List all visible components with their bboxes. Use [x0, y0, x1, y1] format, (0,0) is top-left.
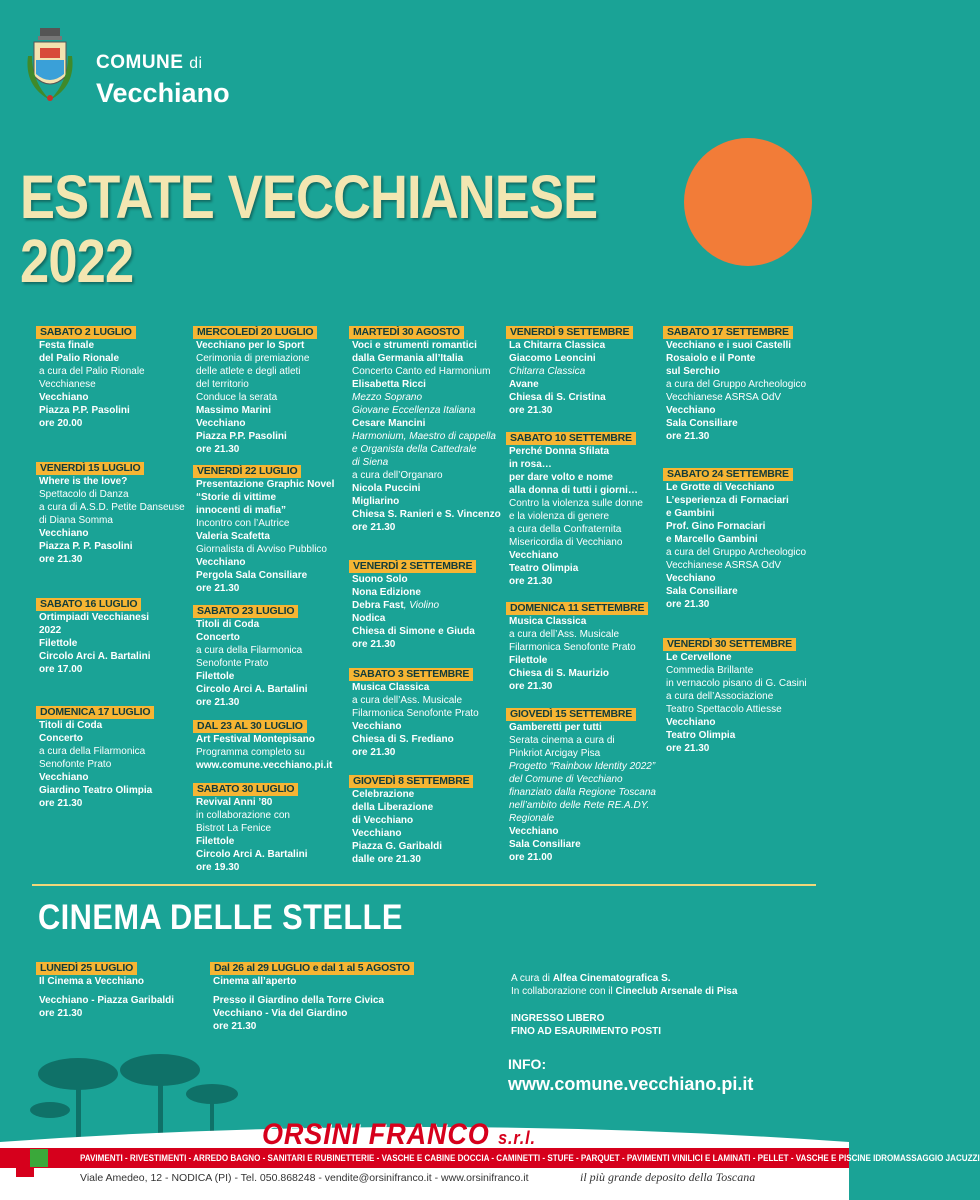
event-line: Piazza G. Garibaldi [352, 841, 443, 852]
event-date: SABATO 30 LUGLIO [193, 783, 298, 796]
event-line: Filettole [509, 655, 548, 666]
divider [32, 884, 816, 886]
event-line: “Storie di vittime [196, 492, 277, 503]
event-line: Filarmonica Senofonte Prato [509, 642, 636, 653]
event-line: ore 17.00 [39, 664, 83, 675]
event-line: ore 21.30 [196, 583, 240, 594]
event-line: a cura del Palio Rionale [39, 366, 145, 377]
event-line: Vecchiano [352, 828, 402, 839]
cinema-title: CINEMA DELLE STELLE [38, 898, 403, 937]
event-line: Concerto Canto ed Harmonium [352, 366, 491, 377]
event-line: ore 21.30 [352, 522, 396, 533]
event-date: SABATO 10 SETTEMBRE [506, 432, 636, 445]
event-item [36, 326, 186, 430]
event-line: Harmonium, Maestro di cappella [352, 431, 496, 442]
event-line: Il Cinema a Vecchiano [39, 976, 145, 987]
title-line-1: ESTATE VECCHIANESE [20, 163, 598, 231]
event-line: ore 19.30 [196, 862, 240, 873]
event-item [349, 668, 499, 759]
event-line: ore 21.30 [39, 1008, 83, 1019]
event-line: Sala Consiliare [666, 586, 738, 597]
event-line: Cerimonia di premiazione [196, 353, 310, 364]
event-date: VENERDÌ 2 SETTEMBRE [349, 560, 476, 573]
entry-line-2: FINO AD ESAURIMENTO POSTI [511, 1026, 662, 1037]
event-line: Avane [509, 379, 539, 390]
event-line: Titoli di Coda [39, 720, 103, 731]
event-line: a cura dell’Ass. Musicale [352, 695, 463, 706]
event-line: Incontro con l’Autrice [196, 518, 290, 529]
event-line: Piazza P. P. Pasolini [39, 541, 133, 552]
event-line: Nodica [352, 613, 386, 624]
event-line: Senofonte Prato [196, 658, 269, 669]
event-line: Giacomo Leoncini [509, 353, 596, 364]
event-line: ore 21.30 [39, 554, 83, 565]
event-date: GIOVEDÌ 8 SETTEMBRE [349, 775, 473, 788]
event-line: in collaborazione con [196, 810, 290, 821]
sponsor-slogan: il più grande deposito della Toscana [580, 1170, 756, 1184]
event-item [506, 708, 656, 864]
event-line: Filettole [196, 836, 235, 847]
event-line: delle atlete e degli atleti [196, 366, 301, 377]
event-line: Sala Consiliare [509, 839, 581, 850]
event-line: a cura della Confraternita [509, 524, 622, 535]
event-item [663, 468, 813, 611]
event-line: Programma completo su [196, 747, 305, 758]
event-line: ore 21.30 [196, 697, 240, 708]
event-line: Chiesa di S. Cristina [509, 392, 606, 403]
event-line: Teatro Olimpia [509, 563, 579, 574]
sponsor-address: Viale Amedeo, 12 - NODICA (PI) - Tel. 050.868248 - vendite@orsinifranco.it - www.orsinifranco.it [80, 1172, 529, 1184]
event-line: Presentazione Graphic Novel [196, 479, 335, 490]
comune-name: Vecchiano [96, 78, 230, 108]
event-line: Vecchiano e i suoi Castelli [666, 340, 792, 351]
event-item [506, 326, 656, 417]
event-item [36, 598, 186, 676]
entry-line-1: INGRESSO LIBERO [511, 1013, 605, 1024]
sponsor-products: PAVIMENTI - RIVESTIMENTI - ARREDO BAGNO - SANITARI E RUBINETTERIE - VASCHE E CABINE DOCCIA - CAMINETTI - STUFE - PARQUET - PAVIMENTI VINILICI E LAMINATI - PELLET - VASCHE E PISCINE IDROMASSAGGIO JACUZZI [80, 1152, 980, 1163]
event-line: finanziato dalla Regione Toscana [509, 787, 656, 798]
event-line: a cura del Gruppo Archeologico [666, 379, 807, 390]
event-line: Vecchiano per lo Sport [196, 340, 305, 351]
event-line: Giardino Teatro Olimpia [39, 785, 153, 796]
event-date: SABATO 17 SETTEMBRE [663, 326, 793, 339]
event-line: del territorio [196, 379, 249, 390]
event-line: Chiesa di S. Frediano [352, 734, 454, 745]
event-line: innocenti di mafia” [196, 505, 287, 516]
event-line: a cura dell’Ass. Musicale [509, 629, 620, 640]
event-item [349, 775, 499, 866]
event-line: Cesare Mancini [352, 418, 426, 429]
event-date: SABATO 3 SETTEMBRE [349, 668, 473, 681]
event-item [193, 720, 343, 772]
cinema-event-2 [210, 962, 414, 1033]
event-line: alla donna di tutti i giorni… [509, 485, 638, 496]
credits-line-2: In collaborazione con il Cineclub Arsenale di Pisa [511, 986, 738, 997]
event-item [36, 706, 186, 810]
event-line: Vecchiano [352, 721, 402, 732]
event-line: Serata cinema a cura di [509, 735, 615, 746]
comune-label: COMUNE di [96, 52, 203, 73]
event-line: Nicola Puccini [352, 483, 421, 494]
event-line: Filettole [196, 671, 235, 682]
event-line: Chitarra Classica [509, 366, 586, 377]
event-date: VENERDÌ 30 SETTEMBRE [663, 638, 796, 651]
event-line: Chiesa di S. Maurizio [509, 668, 610, 679]
event-line: 2022 [39, 625, 62, 636]
event-line: ore 21.30 [666, 743, 710, 754]
event-line: Vecchiano [196, 418, 246, 429]
event-date: Dal 26 al 29 LUGLIO e dal 1 al 5 AGOSTO [210, 962, 414, 975]
event-line: Vecchiano [196, 557, 246, 568]
event-line: Musica Classica [352, 682, 430, 693]
event-date: LUNEDÌ 25 LUGLIO [36, 962, 137, 975]
event-line: Giovane Eccellenza Italiana [352, 405, 476, 416]
event-date: DAL 23 AL 30 LUGLIO [193, 720, 307, 733]
event-line: del Palio Rionale [39, 353, 120, 364]
event-date: SABATO 24 SETTEMBRE [663, 468, 793, 481]
event-line: Conduce la serata [196, 392, 278, 403]
event-line: dalle ore 21.30 [352, 854, 421, 865]
event-line: Revival Anni ’80 [196, 797, 273, 808]
event-line: Massimo Marini [196, 405, 272, 416]
event-date: GIOVEDÌ 15 SETTEMBRE [506, 708, 636, 721]
event-line: L’esperienza di Fornaciari [666, 495, 789, 506]
event-date: MARTEDÌ 30 AGOSTO [349, 326, 464, 339]
event-line: Prof. Gino Fornaciari [666, 521, 766, 532]
event-line: a cura di A.S.D. Petite Danseuse [39, 502, 185, 513]
event-line: Chiesa di Simone e Giuda [352, 626, 475, 637]
event-line: a cura dell’Organaro [352, 470, 443, 481]
event-date: VENERDÌ 9 SETTEMBRE [506, 326, 633, 339]
event-date: DOMENICA 17 LUGLIO [36, 706, 154, 719]
event-line: Voci e strumenti romantici [352, 340, 477, 351]
event-line: Celebrazione [352, 789, 415, 800]
event-line: Where is the love? [39, 476, 128, 487]
event-item [663, 638, 813, 755]
event-date: SABATO 16 LUGLIO [36, 598, 141, 611]
event-line: Rosaiolo e il Ponte [666, 353, 756, 364]
event-date: SABATO 23 LUGLIO [193, 605, 298, 618]
event-line: La Chitarra Classica [509, 340, 606, 351]
credits-line-1: A cura di Alfea Cinematografica S. [511, 973, 671, 984]
event-line: e Marcello Gambini [666, 534, 758, 545]
event-date: MERCOLEDÌ 20 LUGLIO [193, 326, 317, 339]
event-line: ore 21.30 [213, 1021, 257, 1032]
cinema-event-1 [36, 962, 174, 1020]
event-line: Vecchiano [666, 405, 716, 416]
event-date: VENERDÌ 15 LUGLIO [36, 462, 144, 475]
event-item [663, 326, 813, 443]
event-line: Circolo Arci A. Bartalini [196, 849, 308, 860]
page-title [20, 165, 597, 293]
event-line: Concerto [39, 733, 83, 744]
event-line: in rosa… [509, 459, 552, 470]
event-line: ore 21.30 [352, 747, 396, 758]
event-line: Pinkriot Arcigay Pisa [509, 748, 601, 759]
event-line: a cura del Gruppo Archeologico [666, 547, 807, 558]
event-line: www.comune.vecchiano.pi.it [196, 760, 333, 771]
event-item [36, 462, 186, 566]
event-line: nell’ambito delle Rete RE.A.DY. [509, 800, 650, 811]
event-line: Bistrot La Fenice [196, 823, 272, 834]
event-item [193, 326, 343, 456]
event-item [349, 326, 499, 534]
cinema-credits [508, 972, 737, 1038]
event-line: Migliarino [352, 496, 400, 507]
event-date: DOMENICA 11 SETTEMBRE [506, 602, 648, 615]
event-line: Vecchiano [509, 826, 559, 837]
event-line: in vernacolo pisano di G. Casini [666, 678, 807, 689]
event-line: Vecchiano [39, 772, 89, 783]
event-line: Teatro Spettacolo Attiesse [666, 704, 782, 715]
event-line: a cura dell’Associazione [666, 691, 774, 702]
event-line: Vecchiano [39, 392, 89, 403]
event-line: Piazza P.P. Pasolini [39, 405, 130, 416]
event-line: Debra Fast, Violino [352, 600, 440, 611]
event-item [506, 602, 656, 693]
event-item [193, 605, 343, 709]
event-line: Ortimpiadi Vecchianesi [39, 612, 150, 623]
event-line: Commedia Brillante [666, 665, 754, 676]
event-line: Le Cervellone [666, 652, 732, 663]
event-line: Vecchiano [666, 573, 716, 584]
event-line: sul Serchio [666, 366, 720, 377]
event-line: Elisabetta Ricci [352, 379, 426, 390]
event-line: Progetto “Rainbow Identity 2022” [509, 761, 656, 772]
event-line: Vecchiano - Piazza Garibaldi [39, 995, 175, 1006]
event-item [506, 432, 656, 588]
event-line: di Siena [352, 457, 389, 468]
event-line: Vecchianese [39, 379, 96, 390]
event-line: Vecchianese ASRSA OdV [666, 560, 782, 571]
event-line: Circolo Arci A. Bartalini [196, 684, 308, 695]
event-line: ore 21.30 [39, 798, 83, 809]
event-line: ore 21.00 [509, 852, 553, 863]
event-line: Art Festival Montepisano [196, 734, 315, 745]
event-line: e Organista della Cattedrale [352, 444, 477, 455]
event-line: Gamberetti per tutti [509, 722, 602, 733]
event-line: del Comune di Vecchiano [509, 774, 623, 785]
event-line: Perché Donna Sfilata [509, 446, 610, 457]
event-date: SABATO 2 LUGLIO [36, 326, 136, 339]
event-line: dalla Germania all’Italia [352, 353, 464, 364]
event-item [193, 783, 343, 874]
event-line: Vecchiano [666, 717, 716, 728]
event-line: Cinema all’aperto [213, 976, 297, 987]
event-line: Concerto [196, 632, 240, 643]
event-line: Presso il Giardino della Torre Civica [213, 995, 384, 1006]
sun-circle [684, 138, 812, 266]
event-line: Pergola Sala Consiliare [196, 570, 308, 581]
event-line: Valeria Scafetta [196, 531, 270, 542]
event-line: a cura della Filarmonica [196, 645, 303, 656]
event-line: di Diana Somma [39, 515, 113, 526]
event-line: Chiesa S. Ranieri e S. Vincenzo [352, 509, 501, 520]
event-line: Titoli di Coda [196, 619, 260, 630]
orsini-logo-icon [14, 1147, 52, 1181]
event-line: ore 21.30 [352, 639, 396, 650]
event-line: Senofonte Prato [39, 759, 112, 770]
event-line: Filarmonica Senofonte Prato [352, 708, 479, 719]
comune-crest-icon [22, 26, 78, 110]
event-line: Spettacolo di Danza [39, 489, 129, 500]
event-line: Piazza P.P. Pasolini [196, 431, 287, 442]
info-label: INFO: [508, 1056, 547, 1072]
event-line: Suono Solo [352, 574, 408, 585]
event-line: per dare volto e nome [509, 472, 613, 483]
title-line-2: 2022 [20, 227, 134, 295]
event-line: Vecchianese ASRSA OdV [666, 392, 782, 403]
event-line: ore 21.30 [509, 681, 553, 692]
event-item [349, 560, 499, 651]
event-line: a cura della Filarmonica [39, 746, 146, 757]
event-line: Regionale [509, 813, 555, 824]
event-line: ore 20.00 [39, 418, 83, 429]
event-line: Festa finale [39, 340, 95, 351]
event-line: Nona Edizione [352, 587, 421, 598]
event-line: e Gambini [666, 508, 715, 519]
event-line: Filettole [39, 638, 78, 649]
event-line: Musica Classica [509, 616, 587, 627]
event-line: Mezzo Soprano [352, 392, 423, 403]
event-line: Teatro Olimpia [666, 730, 736, 741]
event-line: Sala Consiliare [666, 418, 738, 429]
info-url-link[interactable]: www.comune.vecchiano.pi.it [508, 1074, 754, 1094]
event-line: ore 21.30 [509, 576, 553, 587]
event-line: ore 21.30 [666, 599, 710, 610]
event-line: Vecchiano [509, 550, 559, 561]
event-line: ore 21.30 [509, 405, 553, 416]
event-line: Circolo Arci A. Bartalini [39, 651, 151, 662]
event-line: della Liberazione [352, 802, 434, 813]
event-date: VENERDÌ 22 LUGLIO [193, 465, 301, 478]
sponsor-name: ORSINI FRANCO s.r.l. [262, 1118, 536, 1151]
event-line: Contro la violenza sulle donne [509, 498, 643, 509]
event-line: Vecchiano - Via del Giardino [213, 1008, 348, 1019]
event-line: Le Grotte di Vecchiano [666, 482, 775, 493]
event-item [193, 465, 343, 595]
event-line: Giornalista di Avviso Pubblico [196, 544, 327, 555]
event-line: ore 21.30 [666, 431, 710, 442]
event-line: ore 21.30 [196, 444, 240, 455]
event-line: Misericordia di Vecchiano [509, 537, 623, 548]
event-line: Vecchiano [39, 528, 89, 539]
event-line: di Vecchiano [352, 815, 414, 826]
event-line: e la violenza di genere [509, 511, 610, 522]
